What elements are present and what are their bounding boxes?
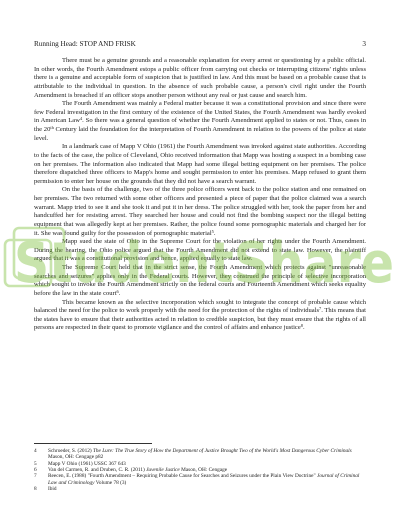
footnote-item: 7 Reecen, E. (1988) "Fourth Amendment – Requiring Probable Cause for Searches and Seizures under the Plain View Doctrine" Journal of Criminal Law and Criminology Volume 78 (3): [34, 473, 360, 486]
paragraph-5: Mapp sued the state of Ohio in the Supreme Court for the violation of her rights under the Fourth Amendment. During the hearing, the Ohio police argued that the Fourth Amendment did not extend to state law. However, the plaintiff argued that it was a constitutional provision and hence, applied equally to state law.: [34, 238, 366, 263]
footnote-item: 6 Van del Carmen, R. and Druben, C. R. (2011) Juvenile Justice Mason, OH: Cengage: [34, 467, 228, 474]
footnote-ref: 5: [211, 228, 214, 234]
paragraph-4: On the basis of the challenge, two of the three police officers went back to the police station and one remained on her premises. The two returned with some other officers and presented a piece of paper that the police claimed was a search warrant. Mapp tried to see it and she took it and put it in her dress. The police struggled with her, took the paper from her and handcuffed her for resisting arrest. They searched her house and could not find the bombing suspect nor the illegal betting equipment that was allegedly kept at her premises. Rather, the police found some pornographic materials and charged her for it. She was found guilty for the possession of pornographic material$^5$.: [34, 186, 366, 237]
svg-text:StudentShare: StudentShare: [14, 231, 394, 296]
paragraph-6: The Supreme Court held that in the strict sense, the Fourth Amendment which protects against "unreasonable searches and seizures" applies only in the Federal courts. However, they construed the principle of selective incorporation which sought to invoke the Fourth Amendment strictly on the federal courts and Fourteenth Amendment which seeks equality before the law in the state court$^6$.: [34, 264, 366, 297]
paragraph-3: In a landmark case of Mapp V Ohio (1961) the Fourth Amendment was invoked against state authorities. According to the facts of the case, the police of Cleveland, Ohio received information that Mapp was hosting a suspect in a bombing case on her premises. The information also indicated that Mapp had some illegal betting equipment on her premises. The police therefore dispatched three officers to Mapp's home and sought permission to enter his premises. Mapp refused to grant them permission to enter her house on the grounds that they did not have a search warrant.: [34, 143, 366, 185]
footnote-ref: 6: [116, 288, 119, 294]
footnote-item: 5 Mapp V Ohio (1961) USSC 367 643: [34, 460, 126, 467]
footnote-divider: [34, 443, 152, 444]
footnote-item: 4 Schroeder, S. (2012) The Lure: The True Story of How the Department of Justice Brought Two of the World's Most Dangerous Cyber Criminals Mason, OH: Cengage p82: [34, 448, 352, 461]
ordinal-suffix: th: [50, 124, 54, 130]
page-number: 3: [362, 40, 366, 48]
paragraph-2: The Fourth Amendment was mainly a Federal matter because it was a constitutional provision and since there were few Federal investigation in the first century of the existence of the United States, the Fourth Amendment was hardly evoked in American Law$^4$. So there was a general question of whether the Fourth Amendment applied to states or not. Thus, cases in the 20th Century laid the foundation for the interpretation of Fourth Amendment in relation to the powers of the police at state level.: [34, 100, 366, 142]
footnote-ref: 4: [79, 116, 83, 122]
footnote-ref: 7: [319, 305, 322, 311]
running-head: Running Head: STOP AND FRISK: [34, 40, 136, 48]
footnotes: [34, 448, 366, 492]
body-text: [34, 57, 366, 333]
page-header: [34, 40, 366, 48]
footnote-ref: 8: [300, 323, 303, 329]
paragraph-7: This became known as the selective incorporation which sought to integrate the concept of probable cause which balanced the need for the police to work properly with the need for the protection of the rights of individuals$^7$. This means that the states have to ensure that their authorities acted in relation to credible suspicion, but they must ensure that the rights of all persons are respected in their quest to promote vigilance and the control of affairs and enhance justice$^8$.: [34, 298, 366, 332]
paragraph-1: There must be a genuine grounds and a reasonable explanation for every arrest or questioning by a public official. In other words, the Fourth Amendment estops a public officer from carrying out checks or interrupting citizens' rights unless there is a genuine and acceptable form of suspicion that is justified in law. And this must be based on a probable cause that is attributable to the individual in question. In the absence of such probable cause, a person's civil right under the Fourth Amendment is breached if an officer stops another person without any real or just cause and search him.: [34, 57, 366, 99]
footnote-item: 8 Ibid: [34, 486, 57, 493]
